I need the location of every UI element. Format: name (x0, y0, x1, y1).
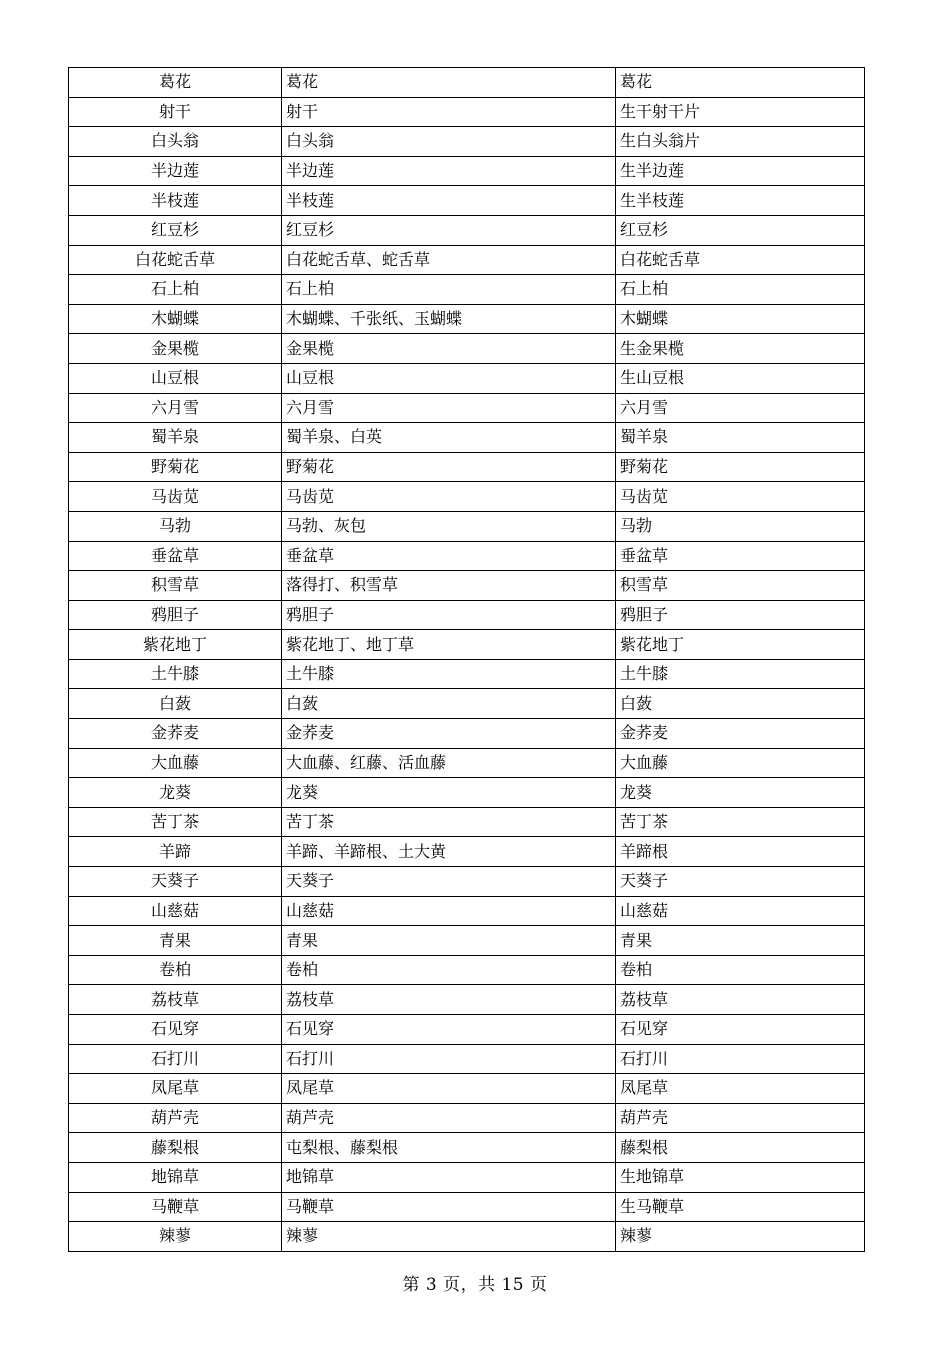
herb-spec-cell: 生半边莲 (616, 156, 865, 186)
herb-name-cell: 白花蛇舌草 (69, 245, 282, 275)
table-row (69, 156, 865, 186)
herb-alias-cell: 羊蹄、羊蹄根、土大黄 (282, 837, 616, 867)
herb-spec-cell: 生干射干片 (616, 97, 865, 127)
table-row (69, 186, 865, 216)
table-row (69, 304, 865, 334)
table-row (69, 452, 865, 482)
herb-spec-cell: 土牛膝 (616, 659, 865, 689)
table-row (69, 778, 865, 808)
herb-alias-cell: 白花蛇舌草、蛇舌草 (282, 245, 616, 275)
table-row (69, 215, 865, 245)
table-row (69, 955, 865, 985)
herb-spec-cell: 金荞麦 (616, 719, 865, 749)
herb-alias-cell: 射干 (282, 97, 616, 127)
herb-alias-cell: 天葵子 (282, 867, 616, 897)
table-row (69, 1103, 865, 1133)
table-row (69, 393, 865, 423)
table-row (69, 571, 865, 601)
herb-alias-cell: 葛花 (282, 68, 616, 98)
herb-name-cell: 苦丁茶 (69, 807, 282, 837)
herb-name-cell: 积雪草 (69, 571, 282, 601)
herb-alias-cell: 垂盆草 (282, 541, 616, 571)
herb-spec-cell: 青果 (616, 926, 865, 956)
table-row (69, 482, 865, 512)
table-row (69, 541, 865, 571)
herb-spec-cell: 生地锦草 (616, 1162, 865, 1192)
herb-name-cell: 马勃 (69, 511, 282, 541)
table-row (69, 363, 865, 393)
herb-spec-cell: 石上柏 (616, 275, 865, 305)
herb-alias-cell: 野菊花 (282, 452, 616, 482)
herb-alias-cell: 落得打、积雪草 (282, 571, 616, 601)
herb-spec-cell: 积雪草 (616, 571, 865, 601)
herb-alias-cell: 石打川 (282, 1044, 616, 1074)
herb-spec-cell: 野菊花 (616, 452, 865, 482)
herb-name-cell: 石见穿 (69, 1015, 282, 1045)
table-row (69, 423, 865, 453)
herb-alias-cell: 马齿苋 (282, 482, 616, 512)
herb-name-cell: 地锦草 (69, 1162, 282, 1192)
table-row (69, 926, 865, 956)
herb-spec-cell: 红豆杉 (616, 215, 865, 245)
table-row (69, 1074, 865, 1104)
herb-name-cell: 土牛膝 (69, 659, 282, 689)
table-row (69, 1044, 865, 1074)
herb-alias-cell: 马鞭草 (282, 1192, 616, 1222)
herb-name-cell: 卷柏 (69, 955, 282, 985)
table-row (69, 600, 865, 630)
herb-name-cell: 鸦胆子 (69, 600, 282, 630)
herb-name-cell: 白头翁 (69, 127, 282, 157)
herb-alias-cell: 半枝莲 (282, 186, 616, 216)
herb-spec-cell: 生白头翁片 (616, 127, 865, 157)
herb-alias-cell: 六月雪 (282, 393, 616, 423)
herb-alias-cell: 葫芦壳 (282, 1103, 616, 1133)
table-row (69, 1222, 865, 1252)
herb-spec-cell: 辣蓼 (616, 1222, 865, 1252)
herb-spec-cell: 六月雪 (616, 393, 865, 423)
herb-name-cell: 野菊花 (69, 452, 282, 482)
herb-name-cell: 辣蓼 (69, 1222, 282, 1252)
herb-alias-cell: 金果榄 (282, 334, 616, 364)
herb-spec-cell: 卷柏 (616, 955, 865, 985)
herb-spec-cell: 羊蹄根 (616, 837, 865, 867)
herb-name-cell: 山豆根 (69, 363, 282, 393)
herb-name-cell: 木蝴蝶 (69, 304, 282, 334)
herb-spec-cell: 天葵子 (616, 867, 865, 897)
table-row (69, 689, 865, 719)
herb-alias-cell: 蜀羊泉、白英 (282, 423, 616, 453)
herb-name-cell: 石打川 (69, 1044, 282, 1074)
table-row (69, 275, 865, 305)
herb-spec-cell: 龙葵 (616, 778, 865, 808)
herb-alias-cell: 山慈菇 (282, 896, 616, 926)
herb-name-cell: 蜀羊泉 (69, 423, 282, 453)
herb-spec-cell: 白蔹 (616, 689, 865, 719)
herb-alias-cell: 荔枝草 (282, 985, 616, 1015)
herb-spec-cell: 马齿苋 (616, 482, 865, 512)
herb-table (68, 67, 865, 1252)
herb-spec-cell: 藤梨根 (616, 1133, 865, 1163)
herb-alias-cell: 山豆根 (282, 363, 616, 393)
herb-spec-cell: 石见穿 (616, 1015, 865, 1045)
herb-alias-cell: 金荞麦 (282, 719, 616, 749)
herb-spec-cell: 生金果榄 (616, 334, 865, 364)
herb-table-body (69, 68, 865, 1252)
table-row (69, 867, 865, 897)
herb-name-cell: 石上柏 (69, 275, 282, 305)
table-row (69, 1133, 865, 1163)
table-row (69, 127, 865, 157)
herb-spec-cell: 苦丁茶 (616, 807, 865, 837)
herb-spec-cell: 马勃 (616, 511, 865, 541)
herb-name-cell: 青果 (69, 926, 282, 956)
herb-name-cell: 紫花地丁 (69, 630, 282, 660)
herb-alias-cell: 木蝴蝶、千张纸、玉蝴蝶 (282, 304, 616, 334)
herb-name-cell: 马齿苋 (69, 482, 282, 512)
herb-spec-cell: 白花蛇舌草 (616, 245, 865, 275)
herb-spec-cell: 葛花 (616, 68, 865, 98)
herb-name-cell: 金荞麦 (69, 719, 282, 749)
table-row (69, 896, 865, 926)
herb-alias-cell: 苦丁茶 (282, 807, 616, 837)
herb-name-cell: 射干 (69, 97, 282, 127)
herb-alias-cell: 白蔹 (282, 689, 616, 719)
herb-alias-cell: 紫花地丁、地丁草 (282, 630, 616, 660)
table-row (69, 97, 865, 127)
herb-spec-cell: 生马鞭草 (616, 1192, 865, 1222)
herb-spec-cell: 葫芦壳 (616, 1103, 865, 1133)
table-row (69, 630, 865, 660)
herb-alias-cell: 卷柏 (282, 955, 616, 985)
table-row (69, 807, 865, 837)
herb-spec-cell: 紫花地丁 (616, 630, 865, 660)
herb-name-cell: 凤尾草 (69, 1074, 282, 1104)
herb-spec-cell: 山慈菇 (616, 896, 865, 926)
herb-name-cell: 半枝莲 (69, 186, 282, 216)
page-number: 第 3 页，共 15 页 (402, 1275, 548, 1295)
table-row (69, 1192, 865, 1222)
herb-name-cell: 马鞭草 (69, 1192, 282, 1222)
table-row (69, 245, 865, 275)
herb-spec-cell: 石打川 (616, 1044, 865, 1074)
herb-name-cell: 六月雪 (69, 393, 282, 423)
table-row (69, 511, 865, 541)
herb-spec-cell: 凤尾草 (616, 1074, 865, 1104)
table-row (69, 985, 865, 1015)
herb-name-cell: 金果榄 (69, 334, 282, 364)
herb-alias-cell: 辣蓼 (282, 1222, 616, 1252)
herb-spec-cell: 大血藤 (616, 748, 865, 778)
herb-name-cell: 红豆杉 (69, 215, 282, 245)
table-row (69, 334, 865, 364)
herb-alias-cell: 白头翁 (282, 127, 616, 157)
herb-spec-cell: 蜀羊泉 (616, 423, 865, 453)
herb-alias-cell: 青果 (282, 926, 616, 956)
herb-name-cell: 半边莲 (69, 156, 282, 186)
herb-name-cell: 龙葵 (69, 778, 282, 808)
herb-spec-cell: 荔枝草 (616, 985, 865, 1015)
herb-alias-cell: 半边莲 (282, 156, 616, 186)
herb-name-cell: 山慈菇 (69, 896, 282, 926)
herb-alias-cell: 土牛膝 (282, 659, 616, 689)
herb-name-cell: 藤梨根 (69, 1133, 282, 1163)
herb-name-cell: 天葵子 (69, 867, 282, 897)
herb-name-cell: 葫芦壳 (69, 1103, 282, 1133)
herb-name-cell: 白蔹 (69, 689, 282, 719)
table-row (69, 659, 865, 689)
herb-alias-cell: 凤尾草 (282, 1074, 616, 1104)
table-row (69, 719, 865, 749)
herb-spec-cell: 生山豆根 (616, 363, 865, 393)
table-row (69, 837, 865, 867)
herb-alias-cell: 屯梨根、藤梨根 (282, 1133, 616, 1163)
herb-alias-cell: 石上柏 (282, 275, 616, 305)
herb-alias-cell: 鸦胆子 (282, 600, 616, 630)
herb-alias-cell: 地锦草 (282, 1162, 616, 1192)
herb-spec-cell: 垂盆草 (616, 541, 865, 571)
herb-alias-cell: 石见穿 (282, 1015, 616, 1045)
herb-name-cell: 大血藤 (69, 748, 282, 778)
table-row (69, 748, 865, 778)
herb-name-cell: 垂盆草 (69, 541, 282, 571)
herb-alias-cell: 大血藤、红藤、活血藤 (282, 748, 616, 778)
herb-alias-cell: 龙葵 (282, 778, 616, 808)
herb-alias-cell: 红豆杉 (282, 215, 616, 245)
herb-name-cell: 羊蹄 (69, 837, 282, 867)
table-row (69, 1015, 865, 1045)
herb-alias-cell: 马勃、灰包 (282, 511, 616, 541)
herb-name-cell: 葛花 (69, 68, 282, 98)
herb-spec-cell: 鸦胆子 (616, 600, 865, 630)
herb-name-cell: 荔枝草 (69, 985, 282, 1015)
herb-spec-cell: 木蝴蝶 (616, 304, 865, 334)
table-row (69, 68, 865, 98)
table-row (69, 1162, 865, 1192)
herb-spec-cell: 生半枝莲 (616, 186, 865, 216)
